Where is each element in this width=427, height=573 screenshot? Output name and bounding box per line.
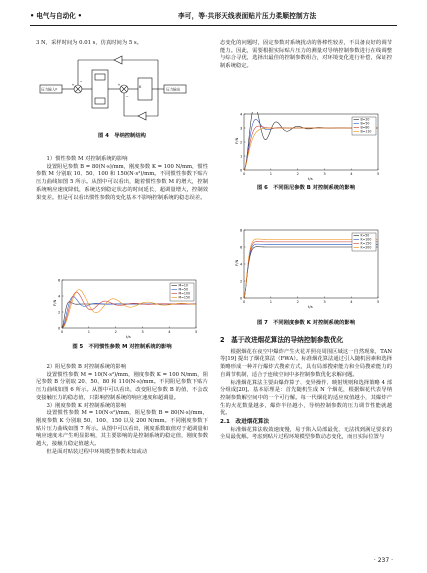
fig5-xtick-1: 1 (87, 330, 91, 334)
fig6-legend-label-3: B=110 (360, 129, 372, 134)
fig4-sum2-sign: + (117, 83, 121, 87)
fig7-chart (234, 228, 384, 310)
fig7-series-1 (244, 247, 378, 298)
fig6-xtick-4: 4 (350, 172, 353, 176)
s3-title: 3）刚度参数 K 对控制系统的影响 (46, 402, 127, 409)
s1-title: 1）惯性参数 M 对控制系统的影响 (46, 156, 128, 162)
fig6-xlabel: t/s (308, 176, 313, 181)
fig7-xtick-5: 5 (377, 300, 380, 304)
fig7-legend-label-3: K=200 (360, 245, 372, 250)
s2-title: 2）阻尼参数 B 对控制系统的影响 (46, 364, 126, 370)
fig6-legend-label-0: B=20 (360, 117, 370, 122)
fig5-ytick-1: 4 (58, 294, 61, 299)
fig5-legend-label-0: M=10 (178, 283, 188, 288)
plant-block (138, 78, 152, 100)
right-para-top: 态变化的问题时，固定参数对系统扰动的鲁棒性较差，不具备良好的调节能力。因此，需要根据实际贴片压力的测量对导纳控制参数进行在线调整与综合寻优，选择出最佳的控制参数组合，对环境变化进行补偿，保证控制系统稳定。 (220, 40, 392, 70)
fig7-legend-label-2: K=150 (360, 241, 372, 246)
fig5-legend-label-3: M=150 (178, 295, 191, 300)
fig4-caption: 图 4 导纳控制结构 (98, 133, 146, 139)
left-column (36, 40, 208, 48)
fig5-ylabel: F/N (52, 299, 57, 306)
fig6-ytick-4: 0 (240, 168, 243, 173)
fig4-sum2-fb: − (125, 95, 129, 99)
fig6-xtick-3: 3 (323, 172, 326, 176)
left-para-bottom: 但是面对贴装过程中环境模型参数未知或动 (46, 448, 148, 455)
s1-text: 设置阻尼参数 B = 80(N·s)/mm，刚度参数 K = 100 N/mm，惯性参数 M 分别取 10、50、100 和 150(N·s²)/mm。不同惯性参数下贴片压力曲线如图 5 所示。从图中可以看出，随着惯性参数 M 的增大，控制系统响应速度降低，系统达到稳定状态的时间延长，超调量增大，控制效果变差。但是可以看出惯性参数的变化基本不影响控制系统的稳态误差。 (36, 163, 208, 201)
fig6-ytick-1: 3 (240, 126, 243, 131)
fig7-ylabel: F/N (234, 259, 239, 266)
fig6-caption: 图 6 不同阻尼参数 B 对控制系统的影响 (256, 185, 355, 191)
sub21-title: 2.1 改进烟花算法 (220, 419, 270, 426)
fig5-xtick-3: 3 (141, 330, 144, 334)
fig5-caption: 图 5 不同惯性参数 M 对控制系统的影响 (72, 344, 172, 350)
fig5-xtick-5: 5 (195, 330, 198, 334)
fig5-xlabel: t/s (126, 334, 131, 339)
fig5-xtick-0: 0 (61, 330, 64, 334)
fig7-xtick-2: 2 (296, 300, 299, 304)
fig6-legend-label-1: B=50 (360, 121, 370, 126)
right-column-sec2 (220, 337, 392, 442)
fig4-sum1-fb: − (79, 80, 83, 84)
fig5-legend-label-1: M=50 (178, 287, 188, 292)
sub21-text: 标准烟花算法收敛速度慢，易于陷入局部最优，无法找到满足要求的全局最优解。考虑到贴片过程环境模型参数动态变化，而且实际位置与 (220, 426, 392, 441)
page-number: · 237 · (373, 557, 393, 565)
sec2-title: 2 基于改进烟花算法的导纳控制参数优化 (220, 336, 344, 344)
fig7-legend-label-1: K=100 (360, 237, 372, 242)
fig7-ytick-1: 6 (240, 245, 243, 250)
journal-name: • 电气与自动化 • (30, 13, 82, 21)
fig5-legend-label-2: M=100 (178, 291, 191, 296)
fig6-ytick-0: 4 (240, 112, 243, 117)
fig7-ytick-2: 4 (240, 262, 243, 267)
fig7-ytick-4: 0 (240, 296, 243, 301)
fig4-input-label: 压力输入F (41, 87, 58, 92)
fig6-xtick-0: 0 (243, 172, 246, 176)
fig7-xtick-1: 1 (269, 300, 273, 304)
fig7-xtick-0: 0 (243, 300, 246, 304)
left-para-top: 3 N，采样时间为 0.01 s，仿真时间为 5 s。 (36, 40, 142, 46)
fig6-ytick-3: 1 (240, 154, 243, 159)
fig7-xlabel: t/s (308, 304, 313, 309)
fig5-chart (52, 278, 202, 340)
fig4-block-diagram (36, 52, 208, 124)
fig4-output-label: 压力输出 (166, 87, 181, 92)
admittance-block (92, 70, 108, 108)
fig7-ytick-3: 2 (240, 279, 243, 284)
fig5-xtick-2: 2 (114, 330, 117, 334)
fig6-legend-label-2: B=80 (360, 125, 370, 130)
fig6-xtick-1: 1 (269, 172, 273, 176)
fig5-ytick-2: 2 (58, 310, 61, 315)
fig5-xtick-4: 4 (168, 330, 171, 334)
fig5-ytick-0: 6 (58, 278, 61, 283)
fig7-caption: 图 7 不同刚度参数 K 对控制系统的影响 (256, 320, 356, 326)
fig4-sum1-sign: + (71, 83, 75, 87)
s3-text: 设置惯性参数 M = 10(N·s²)/mm，阻尼参数 B = 80(N·s)/mm，刚度参数 K 分别取 50、100、150 以及 200 N/mm。不同刚度参数下贴片压力曲线如图 7 所示。从图中可以看出，刚度系数取值对于超调量和响应速度未产生明显影响，其主要影响的是控制系统的稳定值，刚度参数越大，接触力稳定值越大。 (36, 410, 208, 448)
gain-k-top (114, 56, 122, 64)
fig4-k-label: K (139, 85, 142, 89)
right-column-top (220, 40, 392, 71)
fig7-legend-label-0: K=50 (360, 233, 370, 238)
fig6-xtick-5: 5 (377, 172, 380, 176)
fig6-ytick-2: 2 (240, 140, 243, 145)
left-column-s2s3 (36, 364, 208, 456)
fig6-xtick-2: 2 (296, 172, 299, 176)
sec2-text2: 标准烟花算法主要由爆炸算子、变异操作、映射规则和选择策略 4 部分组成[20]。基本原理是：首先随机生成 N 个烟花，根据烟花代表导纳控制参数解空间中的一个可行解。每一代烟花的适应度值越小，其爆炸产生的火花数量越多，爆炸半径越小，导纳控制参数的压力调节性能就越优。 (220, 379, 392, 417)
fig7-xtick-3: 3 (323, 300, 326, 304)
gain-k-bottom (138, 112, 146, 120)
paper-running-title: 李可，等·共形天线表面贴片压力柔顺控制方法 (178, 12, 317, 20)
sec2-text1: 根据烟花在夜空中爆炸产生火花并照亮周围区域这一自然现象，TAN 等[19] 提出了烟花算法（FWA）。标准烟花算法通过引入随机因素和选择策略形成一种并行爆炸式搜索方式，具有局部搜索能力和全局搜索能力的自调节机制，适合于连续空间中多控制参数优化求解问题。 (220, 348, 392, 378)
fig7-ytick-0: 8 (240, 228, 243, 233)
fig5-ytick-3: 0 (58, 326, 61, 331)
s2-text: 设置惯性参数 M = 10(N·s²)/mm，刚度参数 K = 100 N/mm，阻尼参数 B 分别取 20、50、80 和 110(N·s)/mm。不同阻尼参数下贴片压力曲线如图 6 所示。从图中可以看出，改变阻尼参数 B 的值，不会改变接触压力的稳态值，只影响控制系统的响应速度和超调量。 (36, 371, 208, 401)
left-column-s1 (36, 156, 208, 202)
fig6-chart (234, 112, 384, 182)
fig5-series-2 (62, 297, 196, 328)
fig7-xtick-4: 4 (350, 300, 353, 304)
fig6-ylabel: F/N (234, 137, 239, 144)
running-header (30, 12, 397, 26)
